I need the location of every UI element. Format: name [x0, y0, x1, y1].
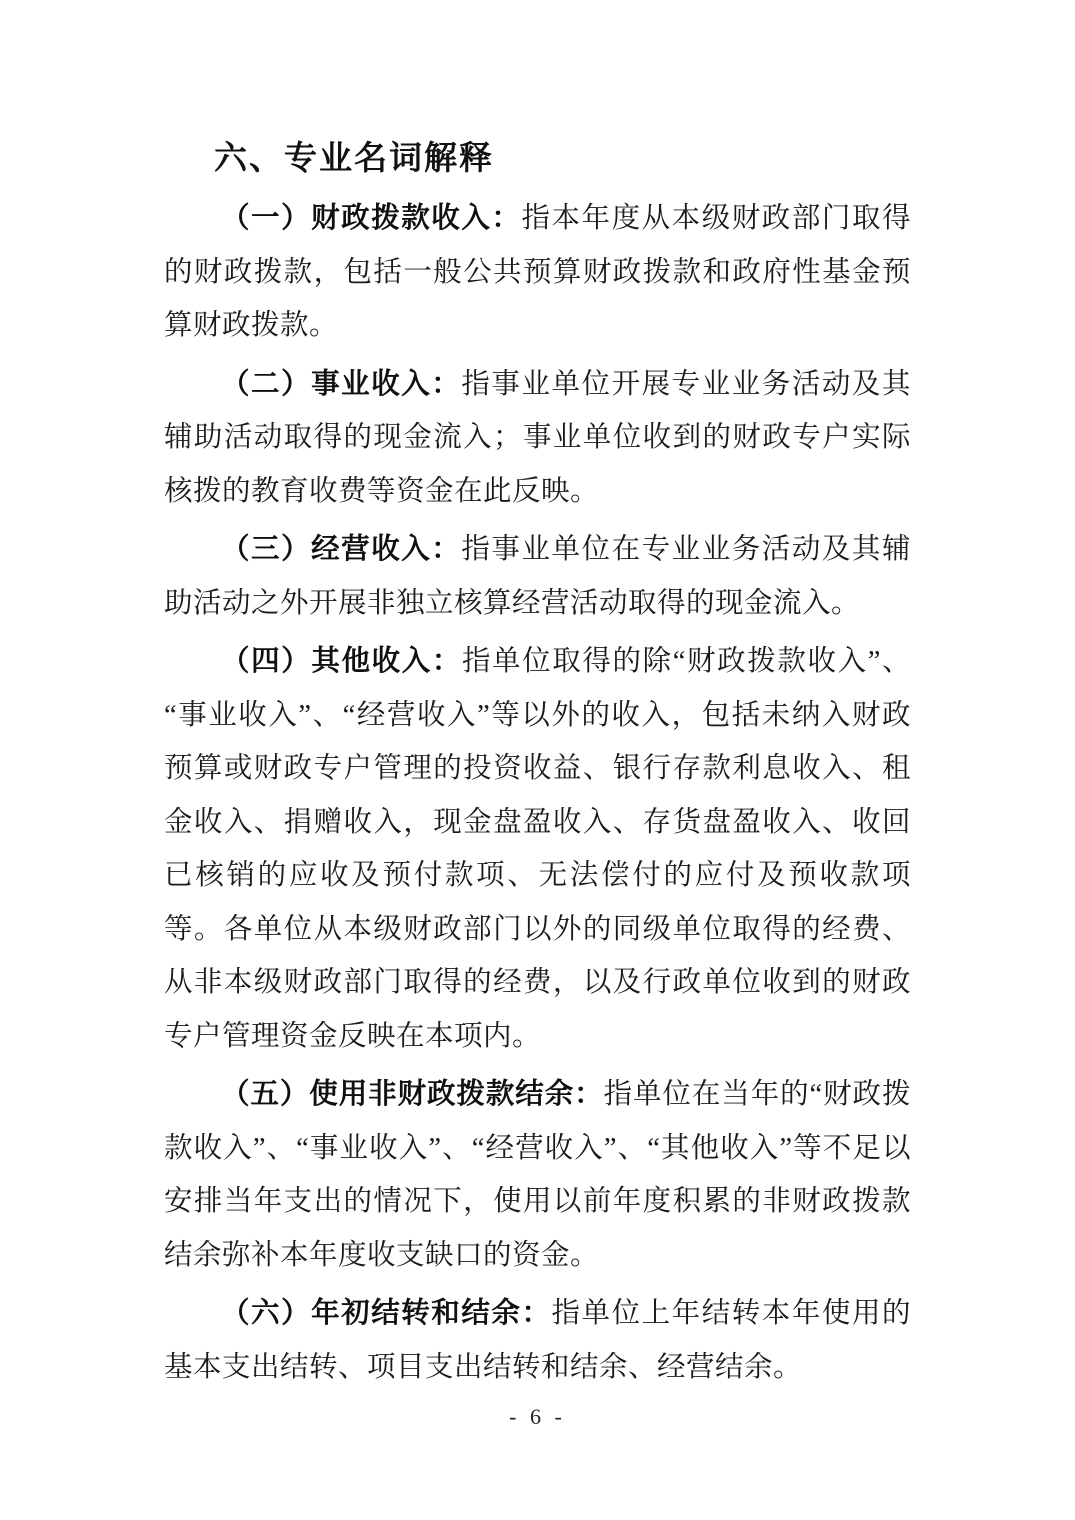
term-label-shiyong-fei-caizheng-bokuan-jieyu: （五）使用非财政拨款结余： — [221, 1079, 604, 1110]
term-definition-text: 指单位在当年的“财政拨款收入”、“事业收入”、“经营收入”、“其他收入”等不足以安排当年支出的情况下，使用以前年度积累的非财政拨款结余弥补本年度收支缺口的资金。 — [164, 1079, 911, 1271]
definition-paragraph-3 — [164, 523, 911, 630]
term-definition-text: 指单位取得的除“财政拨款收入”、“事业收入”、“经营收入”等以外的收入，包括未纳入财政预算或财政专户管理的投资收益、银行存款利息收入、租金收入、捐赠收入，现金盘盈收入、存货盘盈收入、收回已核销的应收及预付款项、无法偿付的应付及预收款项等。各单位从本级财政部门以外的同级单位取得的经费、从非本级财政部门取得的经费，以及行政单位收到的财政专户管理资金反映在本项内。 — [164, 646, 911, 1052]
term-label-caizheng-bokuan-shouru: （一）财政拨款收入： — [221, 203, 522, 234]
term-definition-text: 指单位上年结转本年使用的基本支出结转、项目支出结转和结余、经营结余。 — [164, 1298, 911, 1383]
term-label-shiye-shouru: （二）事业收入： — [221, 368, 462, 400]
definition-paragraph-6 — [164, 1287, 911, 1394]
term-definition-text: 指本年度从本级财政部门取得的财政拨款，包括一般公共预算财政拨款和政府性基金预算财政拨款。 — [164, 203, 911, 341]
term-label-qita-shouru: （四）其他收入： — [221, 646, 462, 677]
section-heading: 六、专业名词解释 — [214, 139, 494, 176]
term-label-nianchu-jiezhuan-he-jieyu: （六）年初结转和结余： — [221, 1298, 552, 1329]
definition-paragraph-1 — [164, 192, 911, 353]
term-definition-text: 指事业单位开展专业业务活动及其辅助活动取得的现金流入；事业单位收到的财政专户实际核拨的教育收费等资金在此反映。 — [164, 368, 911, 507]
definition-paragraph-5 — [164, 1068, 911, 1282]
term-definition-text: 指事业单位在专业业务活动及其辅助活动之外开展非独立核算经营活动取得的现金流入。 — [164, 534, 911, 619]
definition-paragraph-2 — [164, 358, 911, 519]
definition-paragraph-4 — [164, 635, 911, 1063]
term-label-jingying-shouru: （三）经营收入： — [221, 534, 462, 565]
page-number: - 6 - — [509, 1404, 566, 1429]
